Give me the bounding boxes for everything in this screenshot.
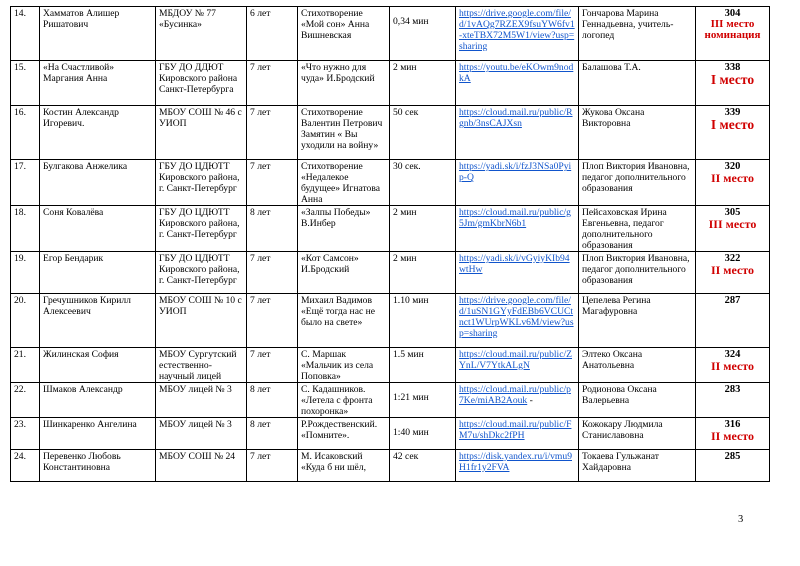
score: 316 xyxy=(724,419,741,430)
teacher: Кожокару Людмила Станиславовна xyxy=(579,418,696,450)
table-row xyxy=(11,383,770,418)
score-cell xyxy=(696,61,770,106)
place-award: II место xyxy=(710,263,755,277)
score-cell xyxy=(696,206,770,252)
participant-name: Шмаков Александр xyxy=(40,383,156,418)
video-link[interactable]: https://yadi.sk/i/fzJ3NSa0Pyip-Q xyxy=(459,161,572,183)
teacher: Пейсаховская Ирина Евгеньевна, педагог дополнительного образования xyxy=(579,206,696,252)
video-link[interactable]: https://cloud.mail.ru/public/ZYnL/V7YtkALgN xyxy=(459,349,572,371)
duration-text: 1:40 мин xyxy=(393,427,429,438)
video-link-cell xyxy=(456,294,579,348)
organization: ГБУ ДО ЦДЮТТ Кировского района, г. Санкт-Петербург xyxy=(156,252,247,294)
score-cell xyxy=(696,418,770,450)
page-number: 3 xyxy=(738,514,744,525)
table-row xyxy=(11,418,770,450)
participant-name: Гречушников Кирилл Алексеевич xyxy=(40,294,156,348)
video-link-cell xyxy=(456,61,579,106)
work-title: Михаил Вадимов «Ещё тогда нас не было на свете» xyxy=(298,294,390,348)
video-link[interactable]: https://drive.google.com/file/d/1uSN1GYyFdEBb6VCUCtnct1WUrpWKLv6M/view?usp=sharing xyxy=(459,295,574,339)
table-row xyxy=(11,61,770,106)
work-title: Стихотворение «Мой сон» Анна Вишневская xyxy=(298,7,390,61)
organization: МБОУ СОШ № 24 xyxy=(156,450,247,482)
score-cell xyxy=(696,106,770,160)
video-link[interactable]: https://youtu.be/eKOwm9nodkA xyxy=(459,62,574,84)
score: 287 xyxy=(724,295,741,306)
age: 8 лет xyxy=(247,206,298,252)
duration xyxy=(390,383,456,418)
teacher: Плоп Виктория Ивановна, педагог дополнительного образования xyxy=(579,252,696,294)
score-cell xyxy=(696,294,770,348)
row-number: 19. xyxy=(11,252,40,294)
score: 305 xyxy=(724,207,741,218)
duration-text: 1:21 мин xyxy=(393,392,429,403)
results-table xyxy=(10,6,770,482)
video-link-cell xyxy=(456,160,579,206)
place-award: I место xyxy=(710,117,755,132)
age: 7 лет xyxy=(247,294,298,348)
video-link[interactable]: https://yadi.sk/i/vGyiyKIb94wtHw xyxy=(459,253,570,275)
teacher: Плоп Виктория Ивановна, педагог дополнительного образования xyxy=(579,160,696,206)
score-cell xyxy=(696,450,770,482)
video-link-cell: https://cloud.mail.ru/public/p7Ke/miAB2Aouk - xyxy=(456,383,579,418)
video-link-cell xyxy=(456,7,579,61)
organization: МБОУ СОШ № 46 с УИОП xyxy=(156,106,247,160)
organization: МБОУ лицей № 3 xyxy=(156,418,247,450)
duration: 42 сек xyxy=(390,450,456,482)
row-number: 21. xyxy=(11,348,40,383)
organization: ГБУ ДО ЦДЮТТ Кировского района, г. Санкт-Петербург xyxy=(156,160,247,206)
place-award: II место xyxy=(710,429,755,443)
table-row xyxy=(11,348,770,383)
teacher: Элтеко Оксана Анатольевна xyxy=(579,348,696,383)
row-number: 16. xyxy=(11,106,40,160)
video-link-cell xyxy=(456,450,579,482)
row-number: 15. xyxy=(11,61,40,106)
duration: 2 мин xyxy=(390,61,456,106)
work-title: Стихотворение Валентин Петрович Замятин « Вы уходили на войну» xyxy=(298,106,390,160)
work-title: Р.Рождественский. «Помните». xyxy=(298,418,390,450)
age: 7 лет xyxy=(247,252,298,294)
duration: 1.10 мин xyxy=(390,294,456,348)
table-row xyxy=(11,252,770,294)
score: 339 xyxy=(724,107,741,118)
place-award: III место номинация xyxy=(704,18,761,41)
row-number: 22. xyxy=(11,383,40,418)
score: 338 xyxy=(724,62,741,73)
table-row xyxy=(11,450,770,482)
score: 322 xyxy=(724,253,741,264)
video-link-cell xyxy=(456,348,579,383)
table-row xyxy=(11,160,770,206)
score: 304 xyxy=(724,8,741,19)
table-row xyxy=(11,294,770,348)
organization: МБОУ Сургутский естественно-научный лицей xyxy=(156,348,247,383)
table-row xyxy=(11,7,770,61)
score-cell xyxy=(696,348,770,383)
video-link-cell xyxy=(456,252,579,294)
place-award: II место xyxy=(710,171,755,185)
video-link[interactable]: https://cloud.mail.ru/public/Rgnb/3nsCAJXsn xyxy=(459,107,573,129)
age: 7 лет xyxy=(247,348,298,383)
video-link[interactable]: https://cloud.mail.ru/public/g5Jm/gmKbrN6b1 xyxy=(459,207,571,229)
participant-name: «На Счастливой» Маргания Анна xyxy=(40,61,156,106)
age: 7 лет xyxy=(247,61,298,106)
work-title: Стихотворение «Недалекое будущее» Игнатова Анна xyxy=(298,160,390,206)
place-award: II место xyxy=(710,359,755,373)
duration: 1.5 мин xyxy=(390,348,456,383)
organization: МБОУ СОШ № 10 с УИОП xyxy=(156,294,247,348)
place-award: I место xyxy=(710,72,755,87)
organization: МБДОУ № 77 «Бусинка» xyxy=(156,7,247,61)
duration-text: 0,34 мин xyxy=(393,16,429,27)
row-number: 20. xyxy=(11,294,40,348)
video-link-cell xyxy=(456,418,579,450)
participant-name: Хамматов Алишер Ришатович xyxy=(40,7,156,61)
row-number: 23. xyxy=(11,418,40,450)
work-title: «Что нужно для чуда» И.Бродский xyxy=(298,61,390,106)
place-award: III место xyxy=(708,217,757,231)
work-title: С. Кадашников. «Летела с фронта похоронка» xyxy=(298,383,390,418)
age: 7 лет xyxy=(247,106,298,160)
teacher: Балашова Т.А. xyxy=(579,61,696,106)
score-cell xyxy=(696,160,770,206)
video-link[interactable]: https://disk.yandex.ru/i/vmu9H1fr1y2FVA xyxy=(459,451,572,473)
score: 283 xyxy=(724,384,741,395)
score-cell xyxy=(696,383,770,418)
row-number: 14. xyxy=(11,7,40,61)
teacher: Родионова Оксана Валерьевна xyxy=(579,383,696,418)
organization: ГБУ ДО ДДЮТ Кировского района Санкт-Петербурга xyxy=(156,61,247,106)
age: 7 лет xyxy=(247,450,298,482)
table-row xyxy=(11,206,770,252)
video-link[interactable]: https://drive.google.com/file/d/1vAQg7RZEX9fsuYW6fv1-xteTBX72M5W1/view?usp=sharing xyxy=(459,8,575,52)
participant-name: Соня Ковалёва xyxy=(40,206,156,252)
duration: 2 мин xyxy=(390,206,456,252)
video-link-cell xyxy=(456,106,579,160)
teacher: Токаева Гульжанат Хайдаровна xyxy=(579,450,696,482)
teacher: Жукова Оксана Викторовна xyxy=(579,106,696,160)
organization: МБОУ лицей № 3 xyxy=(156,383,247,418)
duration xyxy=(390,418,456,450)
work-title: М. Исаковский «Куда б ни шёл, xyxy=(298,450,390,482)
row-number: 17. xyxy=(11,160,40,206)
participant-name: Костин Александр Игоревич. xyxy=(40,106,156,160)
score: 320 xyxy=(724,161,741,172)
row-number: 24. xyxy=(11,450,40,482)
duration: 2 мин xyxy=(390,252,456,294)
score-cell xyxy=(696,252,770,294)
video-link[interactable]: https://cloud.mail.ru/public/FM7u/shDkc2fPH xyxy=(459,419,572,441)
teacher: Цепелева Регина Магафуровна xyxy=(579,294,696,348)
teacher: Гончарова Марина Геннадьевна, учитель-логопед xyxy=(579,7,696,61)
participant-name: Перевенко Любовь Константиновна xyxy=(40,450,156,482)
participant-name: Булгакова Анжелика xyxy=(40,160,156,206)
duration: 50 сек xyxy=(390,106,456,160)
age: 8 лет xyxy=(247,418,298,450)
work-title: С. Маршак «Мальчик из села Поповка» xyxy=(298,348,390,383)
age: 8 лет xyxy=(247,383,298,418)
age: 6 лет xyxy=(247,7,298,61)
row-number: 18. xyxy=(11,206,40,252)
score: 324 xyxy=(724,349,741,360)
age: 7 лет xyxy=(247,160,298,206)
duration xyxy=(390,7,456,61)
video-link-cell xyxy=(456,206,579,252)
organization: ГБУ ДО ЦДЮТТ Кировского района, г. Санкт-Петербург xyxy=(156,206,247,252)
duration: 30 сек. xyxy=(390,160,456,206)
video-link[interactable]: https://cloud.mail.ru/public/p7Ke/miAB2Aouk xyxy=(459,384,571,406)
work-title: «Кот Самсон» И.Бродский xyxy=(298,252,390,294)
participant-name: Шинкаренко Ангелина xyxy=(40,418,156,450)
participant-name: Жилинская София xyxy=(40,348,156,383)
score-cell xyxy=(696,7,770,61)
work-title: «Залпы Победы» В.Инбер xyxy=(298,206,390,252)
table-row xyxy=(11,106,770,160)
participant-name: Егор Бендарик xyxy=(40,252,156,294)
score: 285 xyxy=(724,451,741,462)
